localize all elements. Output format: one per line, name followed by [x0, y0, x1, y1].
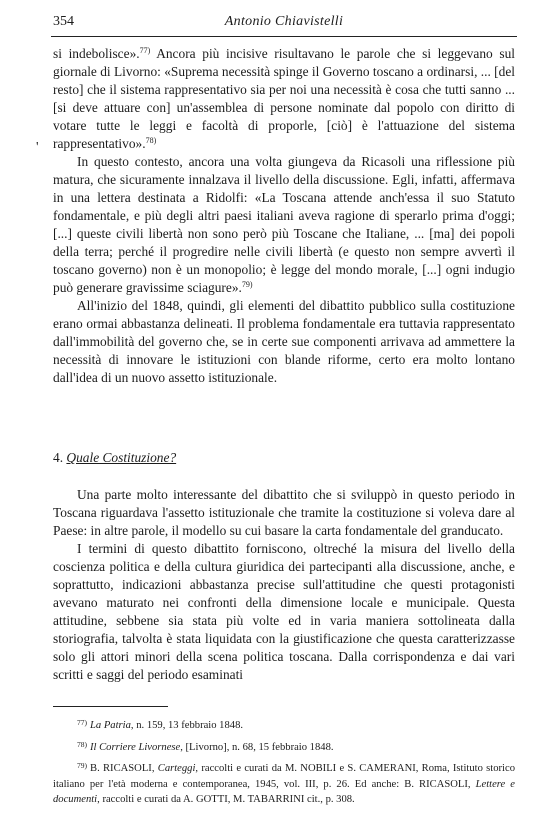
paragraph: All'inizio del 1848, quindi, gli elementi del dibattito pubblico sulla costituzione erano ormai abbastanza delineati. Il problema fondamentale era tuttavia rappresentato dall'immobilità del governo che, se in certe sue componenti arrivava ad ammettere la necessità di innovare le istituzioni con blande riforme, certo era molto lontano dall'idea di un nuovo assetto istituzionale. — [53, 298, 515, 385]
section-title: Quale Costituzione? — [66, 450, 177, 465]
running-head: Antonio Chiavistelli — [224, 14, 344, 29]
paragraph: si indebolisce».$^{77)}$ Ancora più incisive risultavano le parole che si leggevano sul giornale di Livorno: «Suprema necessità spinge il Governo toscano a ordinarsi, ... [del resto] che il sistema rappresentativo sia per noi una necessità è cosa che tutti sanno ... [si deve attuare con] un'assemblea di persone nominate dal popolo con diritto di votare tutte le leggi e facoltà di proporle, [ciò] è l'attuazione del sistema rappresentativo».$^{78)}$ — [53, 46, 515, 151]
footnote: $^{79)}$ B. RICASOLI, Carteggi, raccolti e curati da M. NOBILI e S. CAMERANI, Roma, Istituto storico italiano per l'età moderna e contemporanea, 1945, vol. III, p. 26. Ed anche: B. RICASOLI, Lettere e documenti, raccolti e curati da A. GOTTI, M. TABARRINI cit., p. 308. — [53, 761, 515, 805]
footnote-ref: 78) — [145, 136, 157, 145]
footnote: $^{77)}$ La Patria, n. 159, 13 febbraio 1848. — [77, 718, 244, 731]
page-header — [53, 14, 515, 34]
margin-mark: ' — [36, 140, 39, 155]
footnotes — [53, 715, 515, 811]
footnote-rule — [53, 706, 168, 707]
body-text — [53, 45, 515, 387]
footnote: $^{78)}$ Il Corriere Livornese, [Livorno], n. 68, 15 febbraio 1848. — [77, 739, 334, 753]
header-rule — [51, 36, 517, 37]
page-number: 354 — [53, 14, 74, 29]
section-heading — [53, 449, 515, 467]
footnote-ref: 77) — [139, 46, 151, 55]
footnote-ref: 79) — [241, 280, 253, 289]
section-body — [53, 486, 515, 684]
paragraph: Una parte molto interessante del dibattito che si sviluppò in questo periodo in Toscana riguardava l'assetto istituzionale che tramite la costituzione si voleva dare al Paese: in altre parole, il modello su cui basare la carta fondamentale del granducato. — [53, 487, 515, 538]
section-number: 4. — [53, 450, 64, 465]
paragraph: In questo contesto, ancora una volta giungeva da Ricasoli una riflessione più matura, che sicuramente innalzava il livello della discussione. Egli, infatti, affermava in una lettera destinata a Ridolfi: «La Toscana attende anch'essa il suo Statuto fondamentale, e più degli altri paesi italiani aveva ragione di sperarlo prima d'oggi; [...] queste civili libertà non sono però più Toscane che Italiane, ... [ma] dei popoli della terra; perché il progredire nelle civili libertà (e questo non sempre avvertì il toscano governo) non è un monopolio; è legge del mondo morale, [...] ogni indugio può generare gravissime sciagure».$^{79)}$ — [53, 154, 515, 295]
paragraph: I termini di questo dibattito forniscono, oltreché la misura del livello della coscienza politica e della cultura giuridica dei partecipanti alla discussione, anche, e soprattutto, indicazioni abbastanza precise sull'attitudine che questi protagonisti avevano maturato nei confronti della dimensione locale e municipale. Questa attitudine, sebbene sia stata più volte ed in varia maniera sottolineata dalla storiografia, talvolta è stata liquidata con la giustificazione che questa caratterizzasse solo gli attori minori della scena politica toscana. Dalla corrispondenza e dai vari scritti e saggi del periodo esaminati — [53, 541, 515, 682]
